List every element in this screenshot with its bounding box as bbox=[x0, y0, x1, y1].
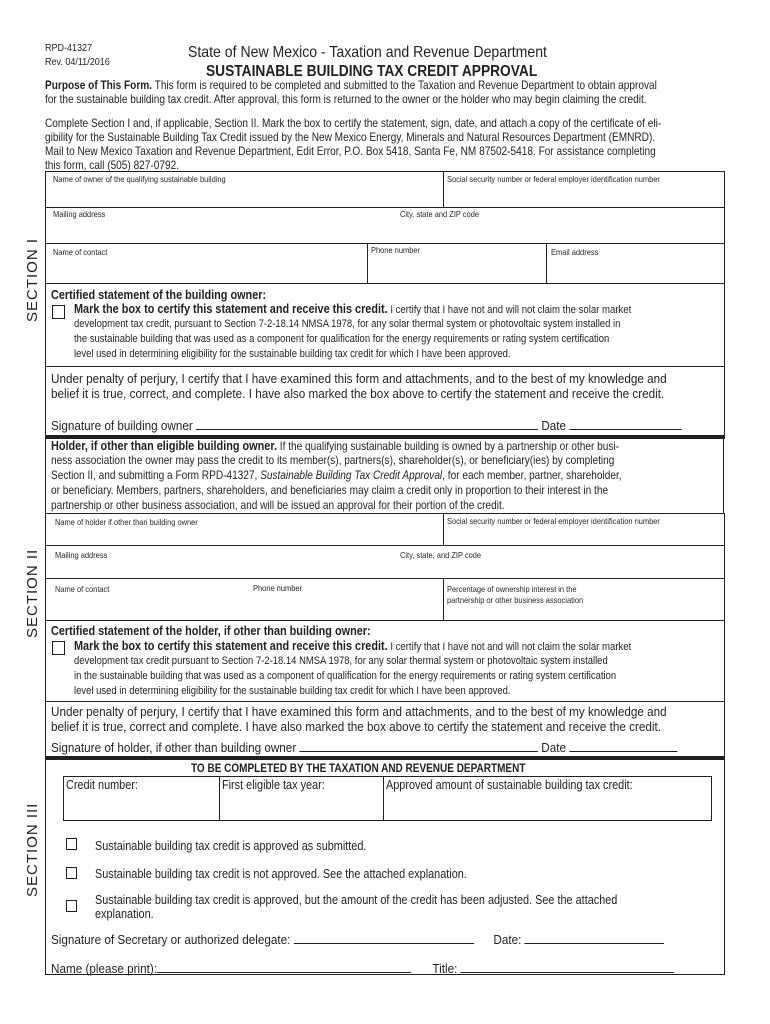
owner-cert-line bbox=[74, 302, 631, 317]
owner-cert-line: level used in determining eligibility for the sustainable building tax credit for which I have been approved. bbox=[74, 348, 511, 360]
owner-perjury-line: belief it is true, correct, and complete. I have also marked the box above to certify the statement and receive the credit. bbox=[51, 386, 665, 401]
holder-certify-checkbox[interactable] bbox=[52, 641, 65, 655]
approved-amount-field[interactable]: Approved amount of sustainable building tax credit: bbox=[386, 778, 633, 792]
owner-cert-line: development tax credit, pursuant to Section 7-2-18.14 NMSA 1978, for any solar thermal system or photovoltaic system installed in bbox=[74, 318, 621, 330]
form-title: SUSTAINABLE BUILDING TAX CREDIT APPROVAL bbox=[206, 63, 538, 80]
purpose-line bbox=[45, 79, 657, 93]
owner-signature-label: Signature of building owner bbox=[51, 418, 193, 433]
owner-ssn-field[interactable]: Social security number or federal employer identification number bbox=[447, 174, 660, 184]
owner-contact-field[interactable]: Name of contact bbox=[53, 247, 108, 257]
instructions-line: gibility for the Sustainable Building Tax Credit issued by the New Mexico Energy, Minerals and Natural Resources Department (EMNRD). bbox=[45, 131, 656, 144]
owner-cert-heading: Certified statement of the building owner: bbox=[51, 288, 267, 302]
instructions-line: this form, call (505) 827-0792. bbox=[45, 159, 179, 172]
holder-cert-line: level used in determining eligibility for the sustainable building tax credit for which I have been approved. bbox=[74, 685, 511, 697]
print-name-line[interactable] bbox=[51, 961, 674, 976]
print-name-label: Name (please print): bbox=[51, 961, 158, 976]
holder-perjury-line: Under penalty of perjury, I certify that I have examined this form and attachments, and to the best of my knowledge and bbox=[51, 704, 667, 719]
holder-perjury-line: belief it is true, correct and complete. I have also marked the box above to certify the statement and receive the credit. bbox=[51, 719, 662, 734]
owner-signature-line[interactable] bbox=[51, 418, 682, 433]
owner-date-label: Date bbox=[541, 418, 567, 433]
not-approved-checkbox[interactable] bbox=[66, 867, 77, 879]
holder-cert-lead: Mark the box to certify this statement and receive this credit. bbox=[74, 639, 388, 653]
owner-mailing-field[interactable]: Mailing address bbox=[53, 209, 106, 219]
holder-signature-line[interactable] bbox=[51, 740, 677, 755]
section-1-label: SECTION I bbox=[24, 237, 41, 322]
holder-line bbox=[51, 469, 622, 483]
option-adjusted-cont: explanation. bbox=[95, 907, 154, 921]
ownership-percentage-label: partnership or other business association bbox=[447, 595, 584, 605]
agency-title: State of New Mexico - Taxation and Revenue Department bbox=[188, 44, 547, 61]
holder-text: , for each member, partner, shareholder, bbox=[442, 469, 622, 482]
holder-lead: Holder, if other than eligible building owner. bbox=[51, 439, 277, 453]
first-tax-year-field[interactable]: First eligible tax year: bbox=[222, 778, 325, 792]
option-not-approved: Sustainable building tax credit is not approved. See the attached explanation. bbox=[95, 867, 467, 881]
form-number: RPD-41327 bbox=[45, 43, 93, 54]
holder-name-field[interactable]: Name of holder if other than building owner bbox=[55, 517, 198, 527]
holder-city-field[interactable]: City, state, and ZIP code bbox=[400, 550, 482, 560]
revision-date: Rev. 04/11/2016 bbox=[45, 57, 110, 68]
approved-as-submitted-checkbox[interactable] bbox=[66, 838, 77, 850]
owner-cert-text: I certify that I have not and will not claim the solar market bbox=[387, 304, 632, 316]
section-3-label: SECTION III bbox=[24, 802, 41, 897]
holder-contact-field[interactable]: Name of contact bbox=[55, 584, 110, 594]
owner-cert-lead: Mark the box to certify this statement and receive this credit. bbox=[74, 302, 388, 316]
owner-city-field[interactable]: City, state and ZIP code bbox=[400, 209, 480, 219]
holder-phone-field[interactable]: Phone number bbox=[253, 583, 302, 593]
approved-adjusted-checkbox[interactable] bbox=[66, 900, 77, 912]
holder-mailing-field[interactable]: Mailing address bbox=[55, 550, 108, 560]
owner-phone-field[interactable]: Phone number bbox=[371, 245, 420, 255]
secretary-signature-line[interactable] bbox=[51, 932, 664, 947]
holder-text: If the qualifying sustainable building is owned by a partnership or other busi- bbox=[276, 440, 620, 453]
holder-cert-text: I certify that I have not and will not claim the solar market bbox=[387, 641, 632, 653]
owner-certify-checkbox[interactable] bbox=[52, 305, 65, 319]
owner-email-field[interactable]: Email address bbox=[551, 247, 599, 257]
title-label: Title: bbox=[432, 961, 458, 976]
holder-text: Section II, and submitting a Form RPD-41327, bbox=[51, 469, 261, 482]
holder-line: or beneficiary. Members, partners, shareholders, and beneficiaries may claim a credit only in proportion to their interest in the bbox=[51, 484, 609, 497]
holder-cert-line: in the sustainable building that was used as a component of qualification for the energy requirements or rating system certification bbox=[74, 670, 617, 682]
instructions-line: Mail to New Mexico Taxation and Revenue Department, Edit Error, P.O. Box 5418, Santa Fe, NM 87502-5418. For assistance completing bbox=[45, 145, 656, 158]
holder-cert-line: development tax credit pursuant to Section 7-2-18.14 NMSA 1978, for any solar thermal system or photovoltaic system installed bbox=[74, 655, 608, 667]
owner-name-field[interactable]: Name of owner of the qualifying sustainable building bbox=[53, 174, 226, 184]
holder-signature-label: Signature of holder, if other than building owner bbox=[51, 740, 297, 755]
instructions-line: Complete Section I and, if applicable, Section II. Mark the box to certify the statement, sign, date, and attach a copy of the certificate of eli- bbox=[45, 117, 662, 130]
owner-perjury-line: Under penalty of perjury, I certify that I have examined this form and attachments, and to the best of my knowledge and bbox=[51, 371, 667, 386]
option-approved: Sustainable building tax credit is approved as submitted. bbox=[95, 839, 367, 853]
holder-form-name: Sustainable Building Tax Credit Approval bbox=[260, 469, 443, 482]
secretary-signature-label: Signature of Secretary or authorized delegate: bbox=[51, 932, 291, 947]
holder-cert-heading: Certified statement of the holder, if other than building owner: bbox=[51, 624, 371, 638]
purpose-lead: Purpose of This Form. bbox=[45, 79, 153, 92]
credit-number-field[interactable]: Credit number: bbox=[66, 778, 138, 792]
purpose-text: This form is required to be completed and submitted to the Taxation and Revenue Department to obtain approval bbox=[152, 79, 657, 92]
holder-line: ness association the owner may pass the credit to its member(s), partners(s), shareholder(s), or beneficiary(ies) by completing bbox=[51, 454, 615, 467]
holder-cert-line bbox=[74, 639, 631, 654]
holder-date-label: Date bbox=[541, 740, 566, 755]
holder-ssn-field[interactable]: Social security number or federal employer identification number bbox=[447, 516, 660, 526]
option-adjusted: Sustainable building tax credit is approved, but the amount of the credit has been adjusted. See the attached bbox=[95, 893, 618, 907]
purpose-line: for the sustainable building tax credit. After approval, this form is returned to the owner or the holder who may begin claiming the credit. bbox=[45, 93, 647, 106]
section-2-label: SECTION II bbox=[24, 548, 41, 638]
ownership-percentage-field[interactable]: Percentage of ownership interest in the bbox=[447, 584, 577, 594]
section-3-title: TO BE COMPLETED BY THE TAXATION AND REVENUE DEPARTMENT bbox=[191, 763, 526, 775]
secretary-date-label: Date: bbox=[493, 932, 522, 947]
holder-line: partnership or other business association, and will be issued an approval for their portion of the credit. bbox=[51, 499, 505, 512]
holder-line bbox=[51, 439, 619, 454]
owner-cert-line: the sustainable building that was used as a component for qualification for the energy requirements or rating system certification bbox=[74, 333, 610, 345]
